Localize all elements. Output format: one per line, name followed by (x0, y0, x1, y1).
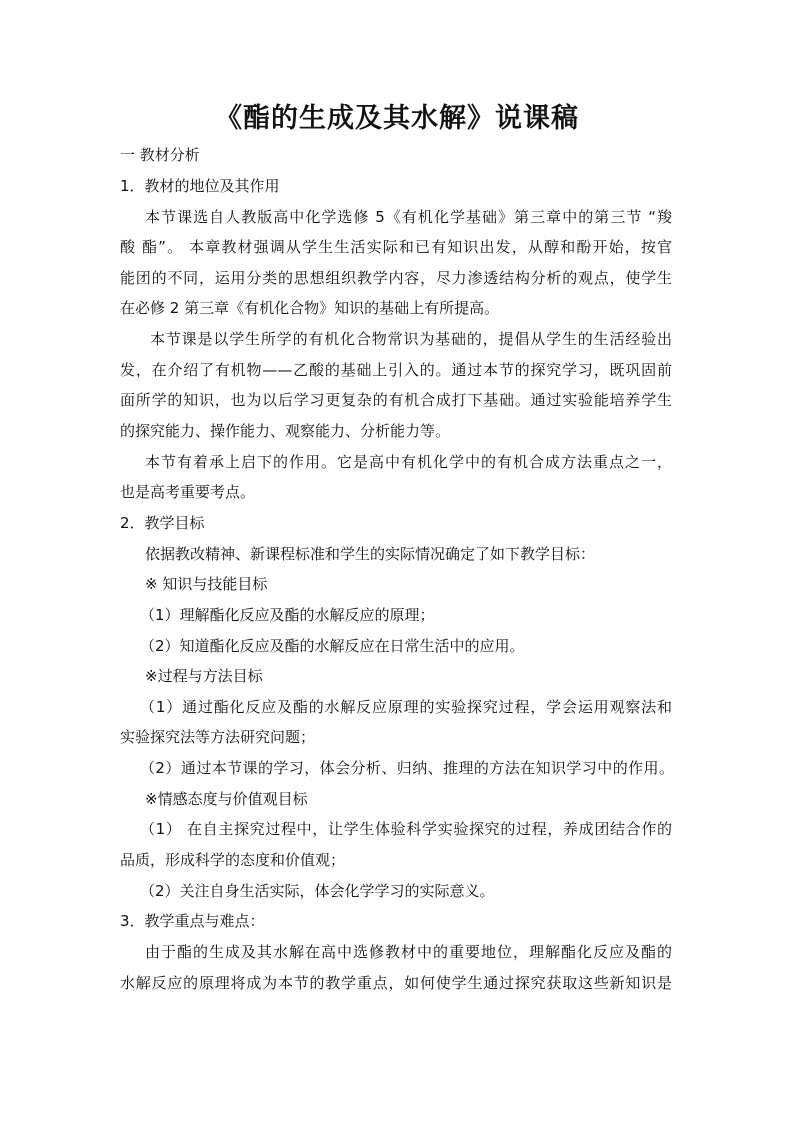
paragraph-line: 在必修 2 第三章《有机化合物》知识的基础上有所提高。 (120, 299, 500, 317)
paragraph-line: 本节有着承上启下的作用。它是高中有机化学中的有机合成方法重点之一， (145, 453, 672, 471)
paragraph-line: 的探究能力、操作能力、观察能力、分析能力等。 (120, 422, 451, 440)
list-item-continued: 品质，形成科学的态度和价值观； (120, 851, 346, 869)
list-item: （1）理解酯化反应及酯的水解反应的原理； (140, 606, 435, 624)
paragraph-line: 本节课选自人教版高中化学选修 5《有机化学基础》第三章中的第三节 “羧 (145, 208, 672, 226)
list-item: （2）知道酯化反应及酯的水解反应在日常生活中的应用。 (140, 637, 525, 655)
objective-heading: ※情感态度与价值观目标 (145, 790, 308, 808)
subsection-heading: 2．教学目标 (120, 514, 205, 532)
paragraph-line: 由于酯的生成及其水解在高中选修教材中的重要地位，理解酯化反应及酯的 (145, 943, 672, 961)
list-item: （2）关注自身生活实际，体会化学学习的实际意义。 (140, 882, 495, 900)
list-item-continued: 实验探究法等方法研究问题； (120, 728, 316, 746)
paragraph-line: 本节课是以学生所学的有机化合物常识为基础的，提倡从学生的生活经验出 (150, 330, 672, 348)
list-item: （1）通过酯化反应及酯的水解反应原理的实验探究过程，学会运用观察法和 (140, 698, 672, 716)
objective-heading: ※ 知识与技能目标 (145, 575, 268, 593)
list-item: （1） 在自主探究过程中，让学生体验科学实验探究的过程，养成团结合作的 (140, 820, 672, 838)
objective-heading: ※过程与方法目标 (145, 667, 263, 685)
paragraph-line: 也是高考重要考点。 (120, 483, 256, 501)
document-title: 《酯的生成及其水解》说课稿 (215, 103, 579, 134)
paragraph-line: 依据教改精神、新课程标准和学生的实际情况确定了如下教学目标： (145, 545, 596, 563)
paragraph-line: 水解反应的原理将成为本节的教学重点，如何使学生通过探究获取这些新知识是 (120, 974, 672, 992)
paragraph-line: 能团的不同，运用分类的思想组织教学内容，尽力渗透结构分析的观点，使学生 (120, 269, 672, 287)
paragraph-line: 发，在介绍了有机物——乙酸的基础上引入的。通过本节的探究学习，既巩固前 (120, 361, 672, 379)
subsection-heading: 1．教材的地位及其作用 (120, 177, 280, 195)
section-heading-1: 一 教材分析 (120, 146, 200, 164)
paragraph-line: 酸 酯”。 本章教材强调从学生生活实际和已有知识出发，从醇和酚开始，按官 (120, 238, 672, 256)
list-item: （2）通过本节课的学习，体会分析、归纳、推理的方法在知识学习中的作用。 (140, 759, 674, 777)
subsection-heading: 3．教学重点与难点： (120, 912, 265, 930)
paragraph-line: 面所学的知识，也为以后学习更复杂的有机合成打下基础。通过实验能培养学生 (120, 391, 672, 409)
